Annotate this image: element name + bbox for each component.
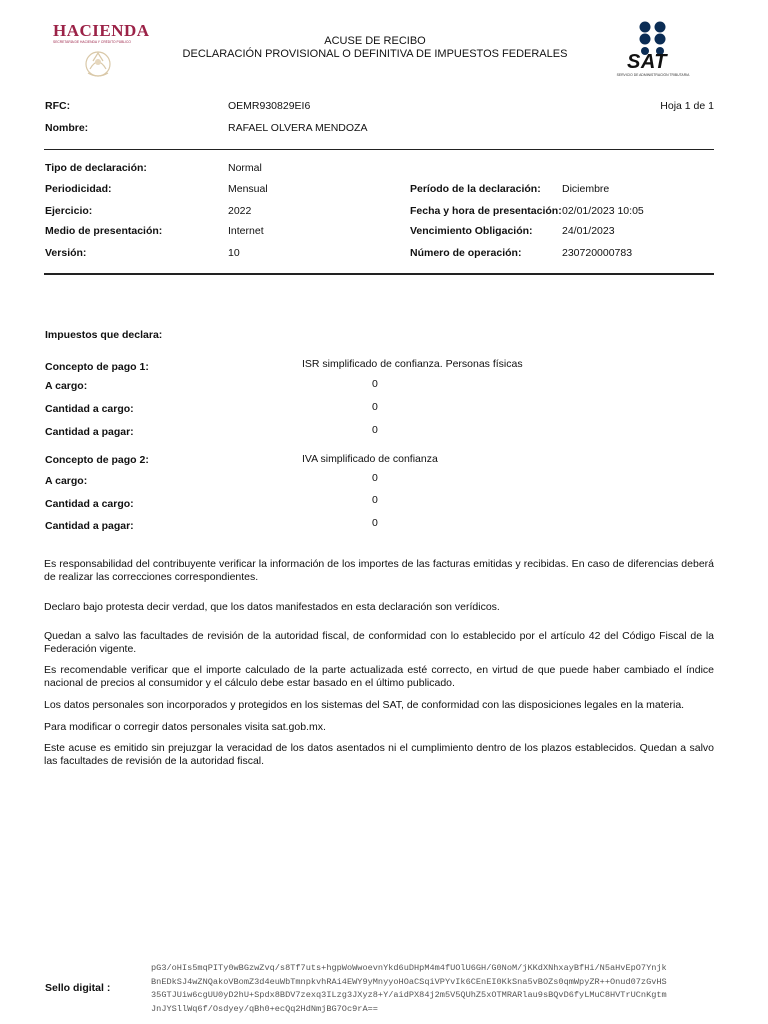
name-value: RAFAEL OLVERA MENDOZA <box>228 122 368 134</box>
declaration-type-value: Normal <box>228 162 262 174</box>
paragraph-personal-data: Los datos personales son incorporados y protegidos en los sistemas del SAT, de conformidad con las disposiciones legales en la materia. <box>44 699 685 711</box>
concept-1-amount-charged-value: 0 <box>372 401 378 413</box>
document-title-line-1: ACUSE DE RECIBO <box>324 35 426 47</box>
concept-2-charge-label: A cargo: <box>45 475 88 487</box>
periodicity-value: Mensual <box>228 183 268 195</box>
section-divider-thick <box>44 273 714 275</box>
concept-1-value: ISR simplificado de confianza. Personas físicas <box>302 358 523 370</box>
obligation-due-value: 24/01/2023 <box>562 225 615 237</box>
sat-dots-icon <box>638 21 668 55</box>
digital-seal-value <box>151 962 711 1016</box>
name-label: Nombre: <box>45 122 89 134</box>
sat-logo-text: SAT <box>627 51 668 73</box>
paragraph-modify-data: Para modificar o corregir datos personales visita sat.gob.mx. <box>44 721 326 733</box>
concept-2-value: IVA simplificado de confianza <box>302 453 438 465</box>
rfc-value: OEMR930829EI6 <box>228 100 311 112</box>
fiscal-year-value: 2022 <box>228 205 252 217</box>
concept-1-charge-value: 0 <box>372 378 378 390</box>
digital-seal-line: JnJYSllWq6f/Osdyey/qBh0+ecQq2HdNmjBG7Oc9rA== <box>151 1003 378 1014</box>
version-value: 10 <box>228 247 240 259</box>
version-label: Versión: <box>45 247 87 259</box>
submission-datetime-value: 02/01/2023 10:05 <box>562 205 644 217</box>
submission-medium-value: Internet <box>228 225 264 237</box>
taxes-heading: Impuestos que declara: <box>45 329 163 341</box>
concept-1-amount-charged-label: Cantidad a cargo: <box>45 403 134 415</box>
hacienda-logo-text: HACIENDA <box>53 21 150 40</box>
page-indicator: Hoja 1 de 1 <box>660 100 714 112</box>
obligation-due-label: Vencimiento Obligación: <box>410 225 533 237</box>
periodicity-label: Periodicidad: <box>45 183 112 195</box>
concept-2-amount-charged-value: 0 <box>372 494 378 506</box>
concept-1-label: Concepto de pago 1: <box>45 361 149 373</box>
section-divider <box>44 149 714 150</box>
declaration-type-label: Tipo de declaración: <box>45 162 147 174</box>
paragraph-truthfulness-declaration: Declaro bajo protesta decir verdad, que los datos manifestados en esta declaración son verídicos. <box>44 601 500 613</box>
operation-number-label: Número de operación: <box>410 247 522 259</box>
hacienda-logo <box>50 20 150 82</box>
document-title <box>180 35 570 61</box>
fiscal-year-label: Ejercicio: <box>45 205 93 217</box>
concept-2-amount-payable-value: 0 <box>372 517 378 529</box>
submission-datetime-label: Fecha y hora de presentación: <box>410 205 562 217</box>
concept-2-amount-payable-label: Cantidad a pagar: <box>45 520 134 532</box>
sat-logo <box>600 18 704 82</box>
paragraph-taxpayer-responsibility: Es responsabilidad del contribuyente verificar la información de los importes de las facturas emitidas y recibidas. En caso de diferencias deberá de realizar las correcciones correspondientes. <box>44 558 714 583</box>
paragraph-acknowledgment-disclaimer: Este acuse es emitido sin prejuzgar la veracidad de los datos asentados ni el cumplimiento dentro de los plazos establecidos. Quedan a salvo las facultades de revisión de la autoridad fiscal. <box>44 742 714 767</box>
sat-logo-subtitle: SERVICIO DE ADMINISTRACIÓN TRIBUTARIA <box>616 73 690 77</box>
operation-number-value: 230720000783 <box>562 247 633 259</box>
digital-seal-line: BnEDkSJ4wZNQakoVBomZ3d4euWbTmnpkvhRAi4EWY9yMnyyoHOaCSqiVPYvIk6CEnEI0KkSna5vBOZs0qmWpyZR++Onud07zGvHS <box>151 976 667 987</box>
concept-1-charge-label: A cargo: <box>45 380 88 392</box>
hacienda-logo-subtitle: SECRETARÍA DE HACIENDA Y CRÉDITO PÚBLICO <box>53 40 131 44</box>
declaration-period-label: Período de la declaración: <box>410 183 541 195</box>
digital-seal-label: Sello digital : <box>45 982 111 994</box>
declaration-period-value: Diciembre <box>562 183 610 195</box>
paragraph-audit-powers: Quedan a salvo las facultades de revisión de la autoridad fiscal, de conformidad con lo establecido por el artículo 42 del Código Fiscal de la Federación vigente. <box>44 630 714 655</box>
paragraph-inpc-recommendation: Es recomendable verificar que el importe calculado de la parte actualizada esté correcto, en virtud de que puede haber cambiado el índice nacional de precios al consumidor y el cálculo debe estar basado en el último publicado. <box>44 664 714 689</box>
concept-2-label: Concepto de pago 2: <box>45 454 149 466</box>
concept-2-amount-charged-label: Cantidad a cargo: <box>45 498 134 510</box>
digital-seal-line: pG3/oHIs5mqPITy0wBGzwZvq/s8Tf7uts+hgpWoWwoevnYkd6uDHpM4m4fUOlU6GH/G0NoM/jKKdXNhxayBfHi/N5aHvEpO7Ynjk <box>151 963 667 973</box>
submission-medium-label: Medio de presentación: <box>45 225 163 237</box>
rfc-label: RFC: <box>45 100 71 112</box>
document-title-line-2: DECLARACIÓN PROVISIONAL O DEFINITIVA DE IMPUESTOS FEDERALES <box>182 48 568 60</box>
concept-2-charge-value: 0 <box>372 472 378 484</box>
digital-seal-line: 35GTJUiw6cgUU0yD2hU+Spdx8BDV7zexq3ILzg3JXyz8+Y/aidPX84j2m5V5QUhZ5xOTMRARlau9sBQvD6fyLMuC8HVTrUCnKgtm <box>151 990 667 1000</box>
concept-1-amount-payable-value: 0 <box>372 424 378 436</box>
concept-1-amount-payable-label: Cantidad a pagar: <box>45 426 134 438</box>
mexico-coat-of-arms-icon <box>80 47 116 81</box>
